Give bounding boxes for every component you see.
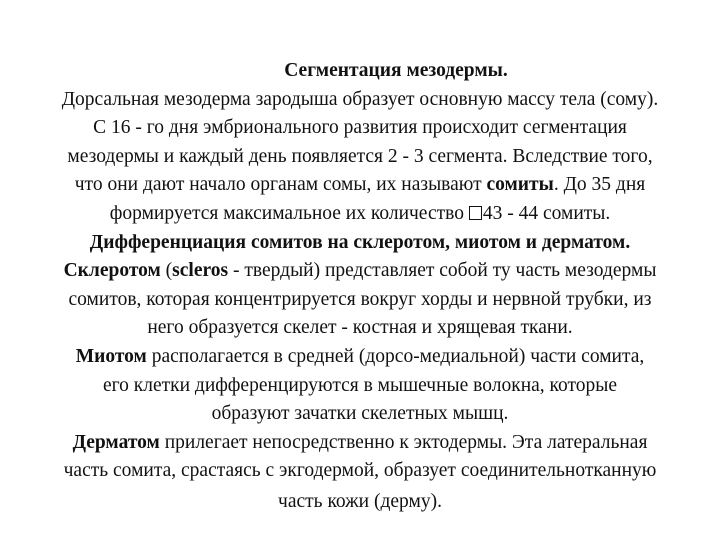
text-line (14, 171, 706, 200)
text-span: мезодермы и каждый день появляется 2 - 3 сегмента. Вследствие того, (67, 145, 653, 167)
text-line (14, 457, 706, 486)
text-line (14, 343, 706, 372)
term-dermatom: Дерматом (72, 431, 160, 453)
text-line (14, 372, 706, 401)
text-span: часть сомита, срастаясь с экгодермой, образует соединительнотканную (63, 460, 657, 482)
term-scleros: scleros (172, 260, 229, 282)
term-somity: сомиты (486, 174, 554, 196)
text-span: Дорсальная мезодерма зародыша образует основную массу тела (сому). (61, 88, 659, 110)
text-span: . До 35 дня (553, 174, 646, 196)
text-span: 43 - 44 сомиты. (482, 202, 611, 224)
text-line (14, 86, 706, 115)
slide-title: Сегментация мезодермы. (284, 60, 508, 81)
text-span: его клетки дифференцируются в мышечные волокна, которые (102, 374, 618, 396)
text-span: С 16 - го дня эмбрионального развития происходит сегментация (93, 117, 627, 139)
text-span: прилегает непосредственно к эктодермы. Эта латеральная (159, 431, 648, 453)
heading-text: Дифференциация сомитов на склеротом, миотом и дерматом. (89, 231, 631, 253)
section-heading (14, 229, 706, 258)
text-line (14, 314, 706, 343)
text-line (14, 200, 706, 229)
text-span: сомитов, которая концентрируется вокруг хорды и нервной трубки, из (68, 288, 652, 310)
text-line (14, 143, 706, 172)
text-span: - твердый) представляет собой ту часть мезодермы (228, 260, 657, 282)
text-line (14, 400, 706, 429)
term-sklerotom: Склеротом (63, 260, 161, 282)
text-line (14, 488, 706, 517)
text-block (14, 57, 706, 517)
square-bullet-icon (469, 206, 482, 220)
text-line (14, 286, 706, 315)
text-span: него образуется скелет - костная и хрящевая ткани. (147, 317, 573, 339)
text-span: часть кожи (дерму). (278, 490, 442, 512)
text-span: формируется максимальное их количество (109, 202, 469, 224)
text-span: образуют зачатки скелетных мышц. (211, 403, 509, 425)
text-span: располагается в средней (дорсо-медиальной) части сомита, (146, 345, 645, 367)
text-span: ( (160, 260, 173, 282)
term-miotom: Миотом (75, 345, 147, 367)
text-line (14, 114, 706, 143)
text-line (14, 257, 706, 286)
text-span: что они дают начало органам сомы, их называют (74, 174, 487, 196)
text-line (14, 429, 706, 458)
